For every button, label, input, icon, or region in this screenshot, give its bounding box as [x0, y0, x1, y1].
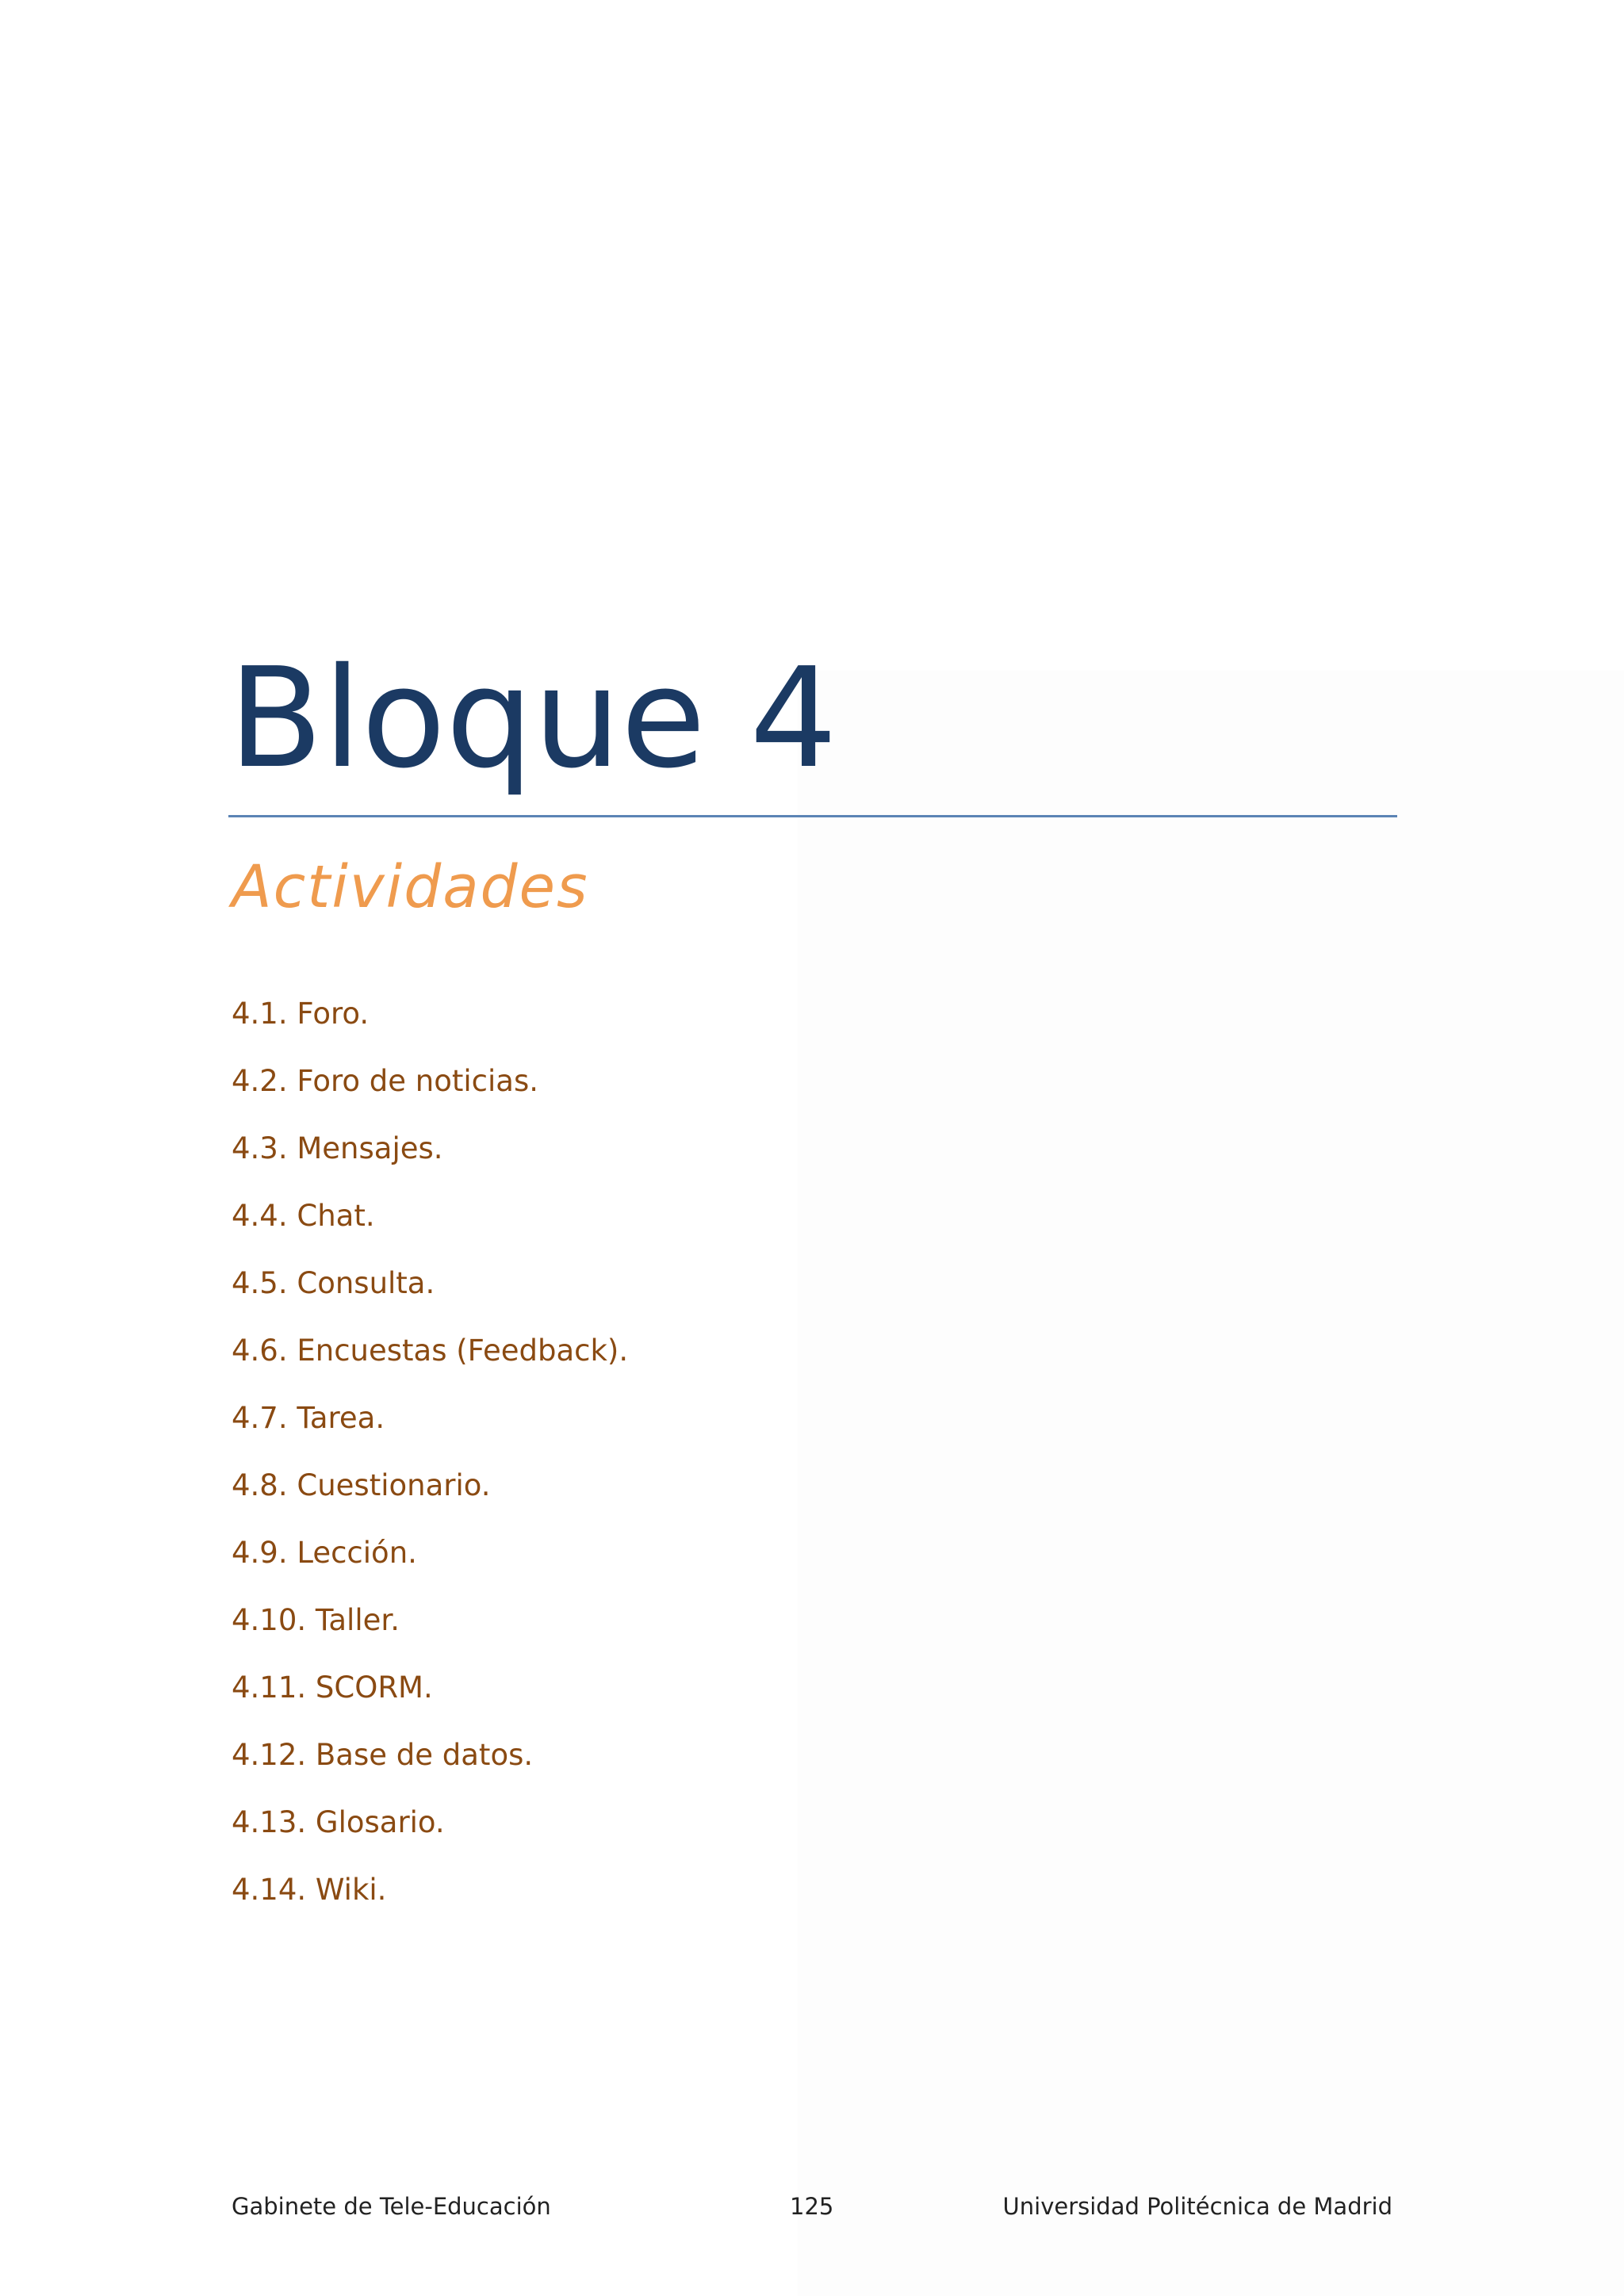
- page-title: Bloque 4: [228, 638, 837, 799]
- toc-item: 4.5. Consulta.: [232, 1266, 435, 1300]
- page-background-shade: [798, 671, 1624, 2296]
- toc-item: 4.13. Glosario.: [232, 1805, 445, 1839]
- toc-item: 4.2. Foro de noticias.: [232, 1064, 538, 1098]
- toc-item: 4.9. Lección.: [232, 1536, 417, 1570]
- footer-right-text: Universidad Politécnica de Madrid: [1002, 2193, 1392, 2220]
- toc-item: 4.1. Foro.: [232, 997, 370, 1031]
- toc-item: 4.4. Chat.: [232, 1199, 375, 1233]
- footer-page-number: 125: [790, 2193, 834, 2220]
- title-divider: [228, 815, 1397, 817]
- toc-item: 4.10. Taller.: [232, 1603, 400, 1637]
- toc-item: 4.14. Wiki.: [232, 1873, 387, 1907]
- toc-item: 4.12. Base de datos.: [232, 1738, 534, 1772]
- footer-left-text: Gabinete de Tele-Educación: [232, 2193, 551, 2220]
- toc-item: 4.8. Cuestionario.: [232, 1468, 491, 1502]
- toc-item: 4.7. Tarea.: [232, 1401, 385, 1435]
- toc-item: 4.11. SCORM.: [232, 1670, 433, 1705]
- toc-item: 4.3. Mensajes.: [232, 1131, 443, 1165]
- table-of-contents: [232, 994, 628, 1938]
- section-subtitle: Actividades: [232, 853, 589, 921]
- toc-item: 4.6. Encuestas (Feedback).: [232, 1334, 629, 1368]
